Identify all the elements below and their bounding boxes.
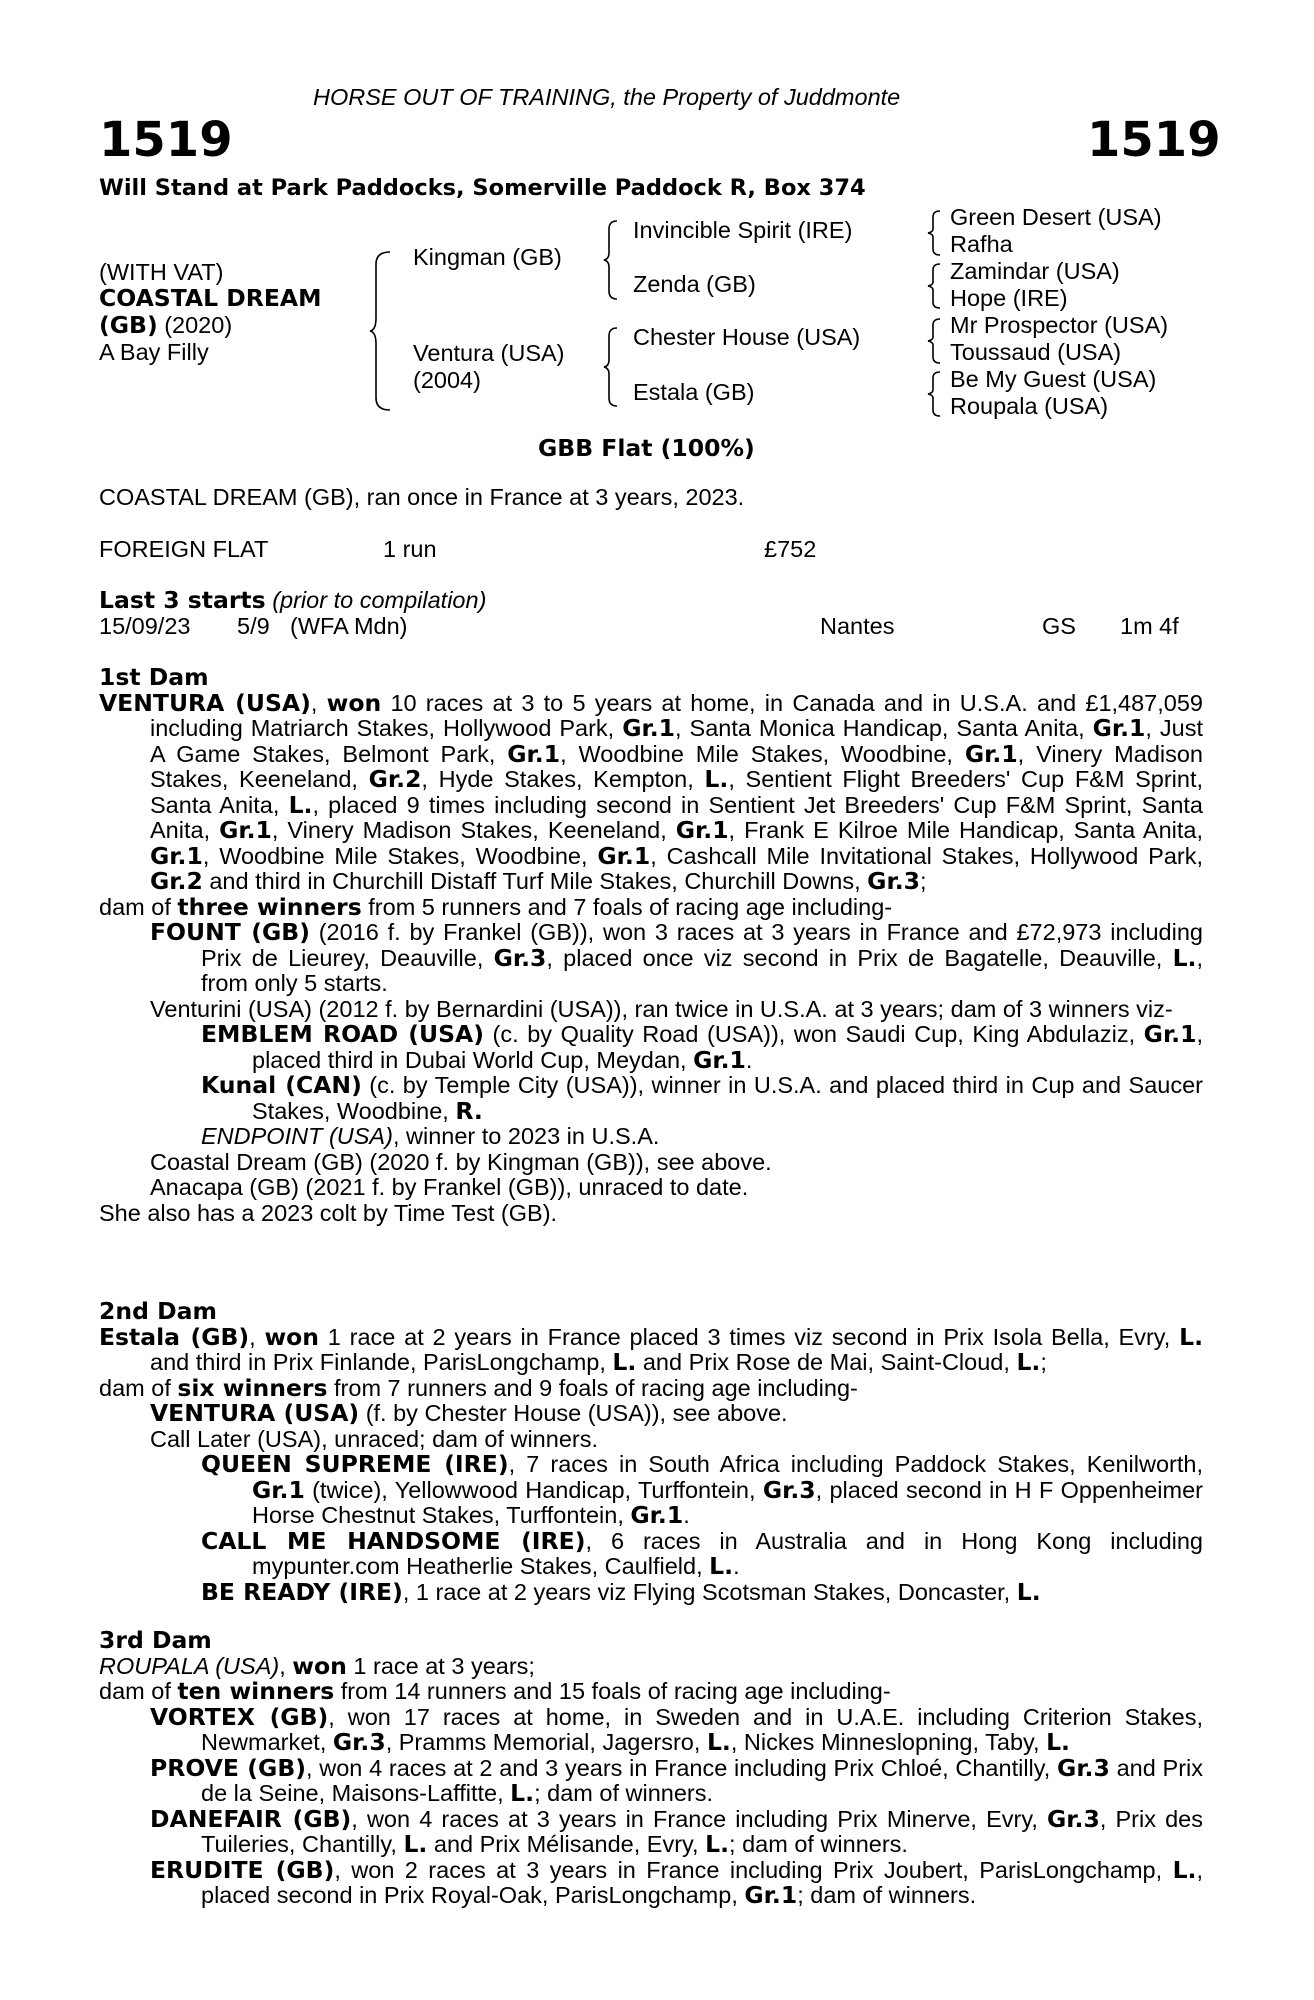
won-label: won: [326, 688, 382, 717]
third-dam-name: ROUPALA (USA): [99, 1652, 280, 1679]
pedigree-gen3-ssd: Rafha: [950, 231, 1013, 257]
catalogue-subtitle: HORSE OUT OF TRAINING, the Property of Juddmonte: [313, 84, 901, 110]
produce-queen-supreme: QUEEN SUPREME (IRE), 7 races in South Africa including Paddock Stakes, Kenilworth, Gr.1 (twice), Yellowwood Handicap, Turffontein, Gr.3, placed second in H F Oppenheimer Horse Chestnut Stakes, Turffontein, Gr.1.: [201, 1450, 1203, 1529]
stand-location: Will Stand at Park Paddocks, Somerville Paddock R, Box 374: [99, 175, 866, 201]
produce-anacapa: Anacapa (GB) (2021 f. by Frankel (GB)), unraced to date.: [150, 1174, 749, 1200]
pedigree-dam-dam: Estala (GB): [633, 379, 755, 405]
produce-venturini: Venturini (USA) (2012 f. by Bernardini (USA)), ran twice in U.S.A. at 3 years; dam of 3 winners viz-: [150, 995, 1173, 1022]
start-position: 5/9: [237, 613, 270, 639]
pedigree-sire-sire: Invincible Spirit (IRE): [633, 217, 853, 243]
produce-prove: PROVE (GB), won 4 races at 2 and 3 years in France including Prix Chloé, Chantilly, Gr.3 and Prix de la Seine, Maisons-Laffitte, L.; dam of winners.: [150, 1753, 1203, 1807]
pedigree-dam-sire: Chester House (USA): [633, 324, 861, 350]
produce-danefair: DANEFAIR (GB), won 4 races at 3 years in France including Prix Minerve, Evry, Gr.3, Prix des Tuileries, Chantilly, L. and Prix Mélisande, Evry, L.; dam of winners.: [150, 1804, 1203, 1858]
horse-name: COASTAL DREAM: [99, 284, 322, 312]
second-dam-heading: 2nd Dam: [99, 1297, 217, 1325]
second-dam-record: Estala (GB), won 1 race at 2 years in France placed 3 times viz second in Prix Isola Bella, Evry, L. and third in Prix Finlande, ParisLongchamp, L. and Prix Rose de Mai, Saint-Cloud, L.;: [99, 1322, 1203, 1376]
horse-country: (GB): [99, 311, 158, 339]
third-dam-record: ROUPALA (USA), won 1 race at 3 years;: [99, 1651, 535, 1680]
pedigree-brace-main: [368, 250, 394, 412]
horse-description: A Bay Filly: [99, 339, 209, 365]
produce-vortex: VORTEX (GB), won 17 races at home, in Sweden and in U.A.E. including Criterion Stakes, Newmarket, Gr.3, Pramms Memorial, Jagersro, L., Nickes Minneslopning, Taby, L.: [150, 1702, 1204, 1756]
produce-call-later: Call Later (USA), unraced; dam of winners.: [150, 1425, 598, 1452]
pedigree-brace-dam: [602, 326, 620, 408]
first-dam-record: VENTURA (USA), won 10 races at 3 to 5 years at home, in Canada and in U.S.A. and £1,487,059 including Matriarch Stakes, Hollywood Park, Gr.1, Santa Monica Handicap, Santa Anita, Gr.1, Just A Game Stakes, Belmont Park, Gr.1, Woodbine Mile Stakes, Woodbine, Gr.1, Vinery Madison Stakes, Keeneland, Gr.2, Hyde Stakes, Kempton, L., Sentient Flight Breeders' Cup F&M Sprint, Santa Anita, L., placed 9 times including second in Sentient Jet Breeders' Cup F&M Sprint, Santa Anita, Gr.1, Vinery Madison Stakes, Keeneland, Gr.1, Frank E Kilroe Mile Handicap, Santa Anita, Gr.1, Woodbine Mile Stakes, Woodbine, Gr.1, Cashcall Mile Invitational Stakes, Hollywood Park, Gr.2 and third in Churchill Distaff Turf Mile Stakes, Churchill Downs, Gr.3;: [99, 688, 1204, 895]
pedigree-dam-year: (2004): [413, 367, 481, 393]
third-dam-heading: 3rd Dam: [99, 1626, 212, 1654]
second-dam-name: Estala (GB): [99, 1322, 250, 1351]
pedigree-gen3-sdd: Hope (IRE): [950, 285, 1068, 311]
pedigree-brace-sire: [602, 219, 620, 301]
pedigree-sire: Kingman (GB): [413, 244, 562, 270]
first-dam-section: [99, 665, 1203, 1226]
produce-kunal: Kunal (CAN) (c. by Temple City (USA)), winner in U.S.A. and placed third in Cup and Saucer Stakes, Woodbine, R.: [201, 1071, 1204, 1125]
record-runs: 1 run: [383, 536, 437, 562]
produce-ventura: VENTURA (USA) (f. by Chester House (USA)), see above.: [150, 1399, 788, 1427]
produce-coastal-dream: Coastal Dream (GB) (2020 f. by Kingman (GB)), see above.: [150, 1148, 772, 1175]
horse-year: (2020): [164, 312, 233, 338]
vat-note: (WITH VAT): [99, 259, 224, 285]
pedigree-gen3-dds: Be My Guest (USA): [950, 366, 1157, 392]
start-date: 15/09/23: [99, 613, 191, 639]
lot-number-left: 1519: [99, 112, 233, 168]
pedigree-gen3-dsd: Toussaud (USA): [950, 339, 1122, 365]
produce-call-me-handsome: CALL ME HANDSOME (IRE), 6 races in Australia and in Hong Kong including mypunter.com Heatherlie Stakes, Caulfield, L..: [201, 1526, 1203, 1580]
last-starts-note: (prior to compilation): [272, 587, 487, 613]
pedigree-brace-gen3-3: [926, 316, 942, 366]
pedigree-brace-gen3-2: [926, 261, 942, 311]
start-distance: 1m 4f: [1120, 613, 1179, 639]
first-dam-produce-summary: dam of three winners from 5 runners and 7 foals of racing age including-: [99, 892, 893, 921]
pedigree-gen3-ddd: Roupala (USA): [950, 393, 1109, 419]
record-label: FOREIGN FLAT: [99, 536, 269, 562]
horse-country-year: [99, 313, 232, 339]
pedigree-gen3-sss: Green Desert (USA): [950, 204, 1162, 230]
start-race: (WFA Mdn): [290, 613, 408, 639]
pedigree-gen3-sds: Zamindar (USA): [950, 258, 1120, 284]
pedigree-dam: Ventura (USA): [413, 340, 565, 366]
pedigree-gen3-dss: Mr Prospector (USA): [950, 312, 1169, 338]
gbb-rating: GBB Flat (100%): [538, 434, 755, 462]
pedigree-brace-gen3-1: [926, 208, 942, 258]
produce-colt: She also has a 2023 colt by Time Test (GB).: [99, 1199, 558, 1226]
produce-be-ready: BE READY (IRE), 1 race at 2 years viz Flying Scotsman Stakes, Doncaster, L.: [201, 1577, 1041, 1606]
race-summary: COASTAL DREAM (GB), ran once in France at 3 years, 2023.: [99, 484, 745, 510]
produce-emblem-road: EMBLEM ROAD (USA) (c. by Quality Road (USA)), won Saudi Cup, King Abdulaziz, Gr.1, placed third in Dubai World Cup, Meydan, Gr.1.: [201, 1020, 1203, 1074]
lot-number-right: 1519: [1087, 112, 1221, 168]
pedigree-brace-gen3-4: [926, 369, 942, 419]
record-prize: £752: [764, 536, 817, 562]
start-going: GS: [1042, 613, 1076, 639]
last-starts-title: Last 3 starts: [99, 586, 266, 614]
produce-endpoint: ENDPOINT (USA), winner to 2023 in U.S.A.: [201, 1123, 660, 1149]
second-dam-produce-summary: dam of six winners from 7 runners and 9 foals of racing age including-: [99, 1373, 858, 1402]
second-dam-section: [99, 1299, 1203, 1605]
produce-erudite: ERUDITE (GB), won 2 races at 3 years in France including Prix Joubert, ParisLongchamp, L., placed second in Prix Royal-Oak, ParisLongchamp, Gr.1; dam of winners.: [150, 1855, 1203, 1909]
produce-fount: FOUNT (GB) (2016 f. by Frankel (GB)), won 3 races at 3 years in France and £72,973 including Prix de Lieurey, Deauville, Gr.3, placed once viz second in Prix de Bagatelle, Deauville, L., from only 5 starts.: [150, 918, 1203, 996]
first-dam-heading: 1st Dam: [99, 663, 209, 691]
last-starts-heading: [99, 588, 486, 614]
third-dam-produce-summary: dam of ten winners from 14 runners and 15 foals of racing age including-: [99, 1677, 891, 1705]
pedigree-sire-dam: Zenda (GB): [633, 271, 756, 297]
third-dam-section: [99, 1628, 1203, 1909]
first-dam-name: VENTURA (USA): [99, 688, 311, 717]
start-course: Nantes: [820, 613, 895, 639]
